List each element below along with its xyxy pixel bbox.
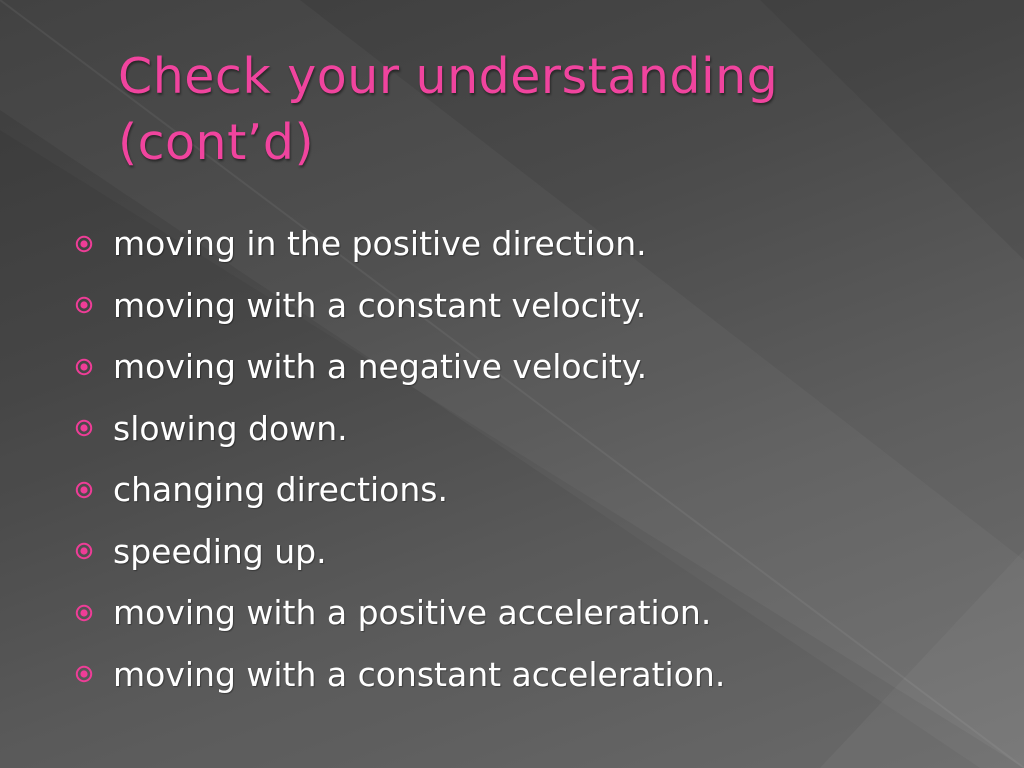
circled-dot-icon: [75, 296, 93, 314]
bullet-text: speeding up.: [113, 531, 327, 571]
bullet-item: [72, 521, 1002, 583]
bullet-text: changing directions.: [113, 470, 448, 510]
bullet-item: [72, 644, 1002, 706]
bullet-text: moving with a constant velocity.: [113, 285, 647, 325]
bullet-text: moving in the positive direction.: [113, 224, 647, 264]
bullet-item: [72, 336, 1002, 398]
bullet-text: slowing down.: [113, 408, 348, 448]
circled-dot-icon: [75, 481, 93, 499]
bullet-item: [72, 582, 1002, 644]
circled-dot-icon: [75, 665, 93, 683]
slide-title-line-1: Check your understanding: [118, 48, 779, 105]
bullet-item: [72, 275, 1002, 337]
circled-dot-icon: [75, 419, 93, 437]
bullet-text: moving with a positive acceleration.: [113, 593, 712, 633]
slide-title-line-2: (cont’d): [118, 114, 315, 171]
bullet-list: [72, 213, 1002, 705]
bullet-item: [72, 459, 1002, 521]
bullet-text: moving with a constant acceleration.: [113, 654, 726, 694]
circled-dot-icon: [75, 542, 93, 560]
circled-dot-icon: [75, 235, 93, 253]
bullet-text: moving with a negative velocity.: [113, 347, 648, 387]
circled-dot-icon: [75, 358, 93, 376]
circled-dot-icon: [75, 604, 93, 622]
bullet-item: [72, 398, 1002, 460]
bullet-item: [72, 213, 1002, 275]
slide-title: [118, 44, 978, 176]
